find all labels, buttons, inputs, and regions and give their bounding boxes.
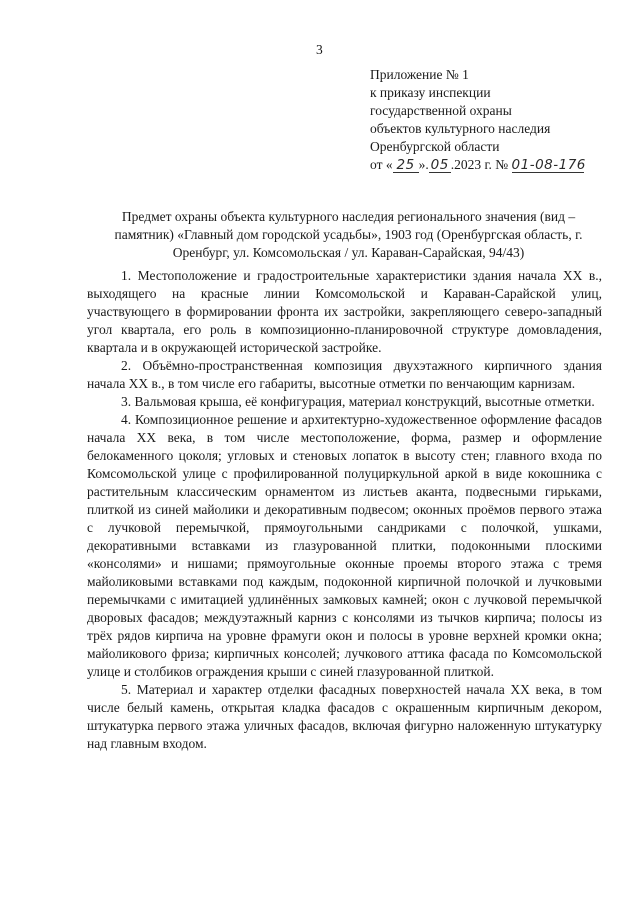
page-number: 3	[316, 42, 323, 57]
appendix-block	[370, 66, 584, 174]
date-year: .2023 г. №	[450, 157, 509, 172]
appendix-date-line	[370, 156, 584, 174]
protection-item: 3. Вальмовая крыша, её конфигурация, материал конструкций, высотные отметки.	[121, 394, 595, 409]
appendix-line: к приказу инспекции	[370, 85, 491, 100]
appendix-line: государственной охраны	[370, 103, 512, 118]
document-body	[87, 267, 602, 753]
appendix-line: Оренбургской области	[370, 139, 500, 154]
handwritten-order-number: 01-08-176	[511, 157, 586, 173]
document-title: Предмет охраны объекта культурного наследия регионального значения (вид – памятник) «Главный дом городской усадьбы», 1903 год (Оренбургская область, г. Оренбург, ул. Комсомольская / ул. Караван-Сарайская, 94/43)	[114, 209, 583, 260]
handwritten-day: 25	[393, 158, 419, 173]
protection-item: 4. Композиционное решение и архитектурно-художественное оформление фасадов начала XX века, в том числе местоположение, форма, размер и оформление белокаменного цоколя; угловых и стеновых лопаток в высоту стен; главного входа по Комсомольской улице с профилированной полуциркульной аркой в виде кокошника с растительным классическим орнаментом из листьев аканта, подвесными гирьками, плиткой из синей майолики и декоративным подвесом; оконных проёмов первого этажа с лучковой перемычкой, прямоугольными сандриками с полочкой, ушками, декоративными вставками из глазурованной плитки, подоконными плоскими «консолями» и нишами; прямоугольные оконные проемы второго этажа с тремя майоликовыми вставками под каждым, подоконной кирпичной полочкой и лучковыми перемычками с имитацией удлинённых замковых камней; окон с лучковой перемычкой дворовых фасадов; междуэтажный карниз с консолями из тычков кирпича; полосы из трёх рядов кирпича на уровне фрамуги окон и полосы в уровне верхней кромки окна; майоликового фриза; кирпичных консолей; лучкового аттика фасада по Комсомольской улице и столбиков ограждения крыши с синей глазурованной плиткой.	[87, 412, 602, 679]
protection-item: 2. Объёмно-пространственная композиция двухэтажного кирпичного здания начала XX в., в том числе его габариты, высотные отметки по венчающим карнизам.	[87, 358, 602, 391]
date-prefix: от «	[370, 157, 393, 172]
handwritten-month: 05	[430, 157, 449, 173]
protection-item: 1. Местоположение и градостроительные характеристики здания начала XX в., выходящего на красные линии Комсомольской и Караван-Сарайской улиц, участвующего в формировании фронта их застройки, закрепляющего северо-западный угол квартала, его роль в композиционно-планировочной структуре домовладения, квартала и в окружающей исторической застройке.	[87, 268, 602, 355]
appendix-line: Приложение № 1	[370, 67, 469, 82]
protection-item: 5. Материал и характер отделки фасадных поверхностей начала XX века, в том числе белый камень, открытая кладка фасадов с окрашенным кирпичным декором, штукатурка первого этажа уличных фасадов, включая фигурно наложенную штукатурку над главным входом.	[87, 682, 602, 751]
appendix-line: объектов культурного наследия	[370, 121, 551, 136]
date-mid: ».	[418, 157, 429, 172]
